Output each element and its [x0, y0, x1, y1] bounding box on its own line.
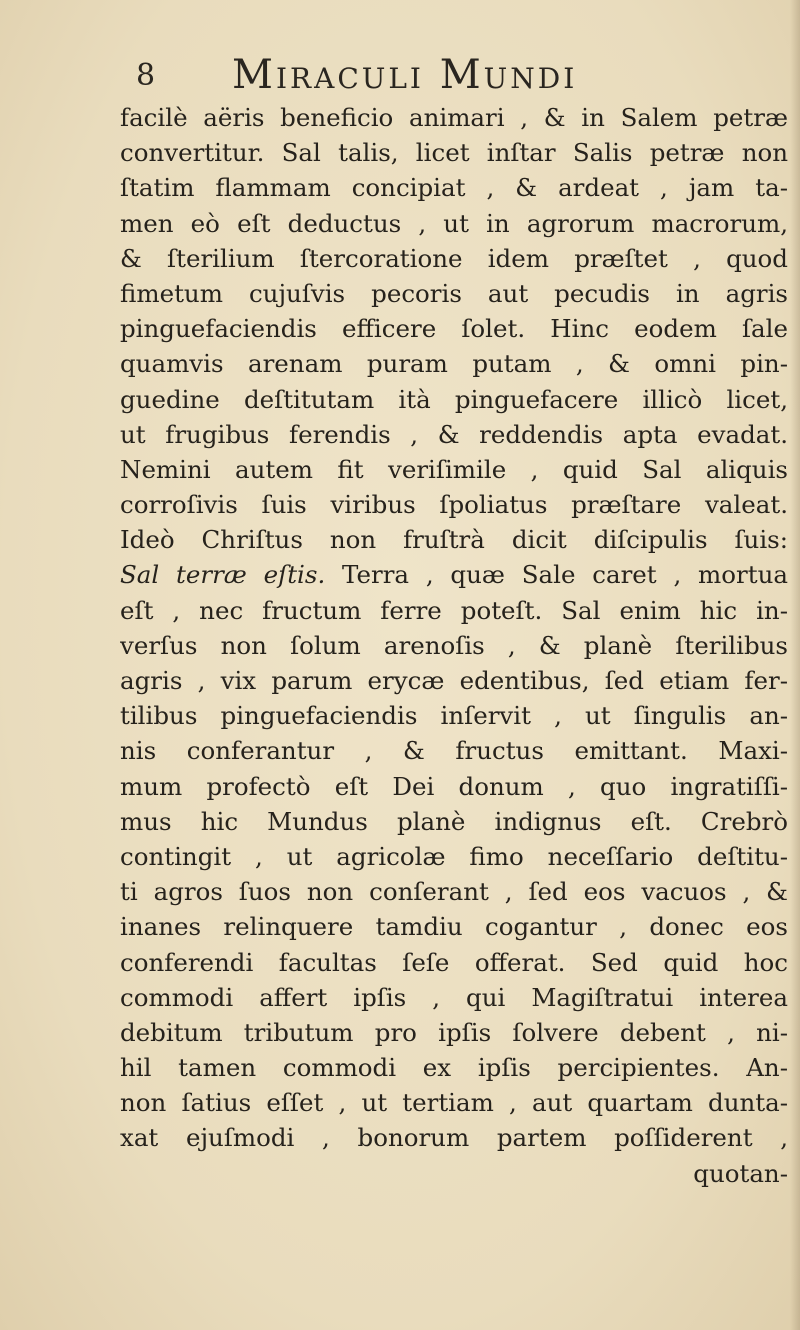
text-line: verſus non ſolum arenoſis , & planè ſterilibus [120, 630, 788, 660]
text-line: tilibus pinguefaciendis inſervit , ut ſingulis an- [120, 701, 788, 731]
text-line: inanes relinquere tamdiu cogantur , donec eos [120, 912, 788, 942]
text-line: contingit , ut agricolæ fimo neceſſario deſtitu- [120, 841, 788, 871]
page-header [118, 52, 778, 100]
text-line: non ſatius eſſet , ut tertiam , aut quartam dunta- [120, 1088, 788, 1118]
text-line: men eò eſt deductus , ut in agrorum macrorum, [120, 208, 788, 238]
text-line: ut frugibus ferendis , & reddendis apta evadat. [120, 419, 788, 449]
text-line: corroſivis ſuis viribus ſpoliatus præſtare valeat. [120, 490, 788, 520]
text-line: xat ejuſmodi , bonorum partem poſſiderent , [120, 1123, 788, 1153]
text-line: mus hic Mundus planè indignus eſt. Crebrò [120, 806, 788, 836]
text-line: fimetum cujuſvis pecoris aut pecudis in agris [120, 278, 788, 308]
text-line: convertitur. Sal talis, licet inſtar Salis petræ non [120, 138, 788, 168]
text-line: pinguefaciendis efficere ſolet. Hinc eodem ſale [120, 314, 788, 344]
text-line: nis conferantur , & fructus emittant. Maxi- [120, 736, 788, 766]
running-head: Miraculi Mundi [232, 52, 578, 98]
italic-quote: Sal terræ eſtis. [120, 560, 326, 590]
text-line: commodi affert ipſis , qui Magiſtratui interea [120, 982, 788, 1012]
text-line: mum profectò eſt Dei donum , quo ingratiſſi- [120, 771, 788, 801]
text-line: quamvis arenam puram putam , & omni pin- [120, 349, 788, 379]
text-line: ſtatim flammam concipiat , & ardeat , jam ta- [120, 173, 788, 203]
page-edge-shadow [790, 0, 800, 1330]
text-line: Nemini autem fit veriſimile , quid Sal aliquis [120, 454, 788, 484]
text-line: & ſterilium ſtercoratione idem præſtet , quod [120, 243, 788, 273]
text-line: agris , vix parum erycæ edentibus, ſed etiam fer- [120, 666, 788, 695]
text-line-with-italic [120, 557, 788, 592]
text-line: debitum tributum pro ipſis ſolvere debent , ni- [120, 1017, 788, 1047]
text-line: conferendi facultas ſeſe offerat. Sed quid hoc [120, 947, 788, 977]
text-line: guedine deſtitutam ità pinguefacere illicò licet, [120, 384, 788, 414]
body-text [120, 100, 788, 1191]
page-number: 8 [136, 58, 156, 93]
text-line: facilè aëris beneficio animari , & in Salem petræ [120, 103, 788, 132]
text-line: ti agros ſuos non conſerant , ſed eos vacuos , & [120, 877, 788, 907]
catchword: quotan- [693, 1158, 788, 1188]
text-line: eſt , nec fructum ferre poteſt. Sal enim hic in- [120, 595, 788, 625]
text-line: Ideò Chriſtus non fruſtrà dicit diſcipulis ſuis: [120, 525, 788, 555]
text-line-rest: Terra , quæ Sale caret , mortua [325, 560, 788, 590]
text-line: hil tamen commodi ex ipſis percipientes. An- [120, 1053, 788, 1083]
